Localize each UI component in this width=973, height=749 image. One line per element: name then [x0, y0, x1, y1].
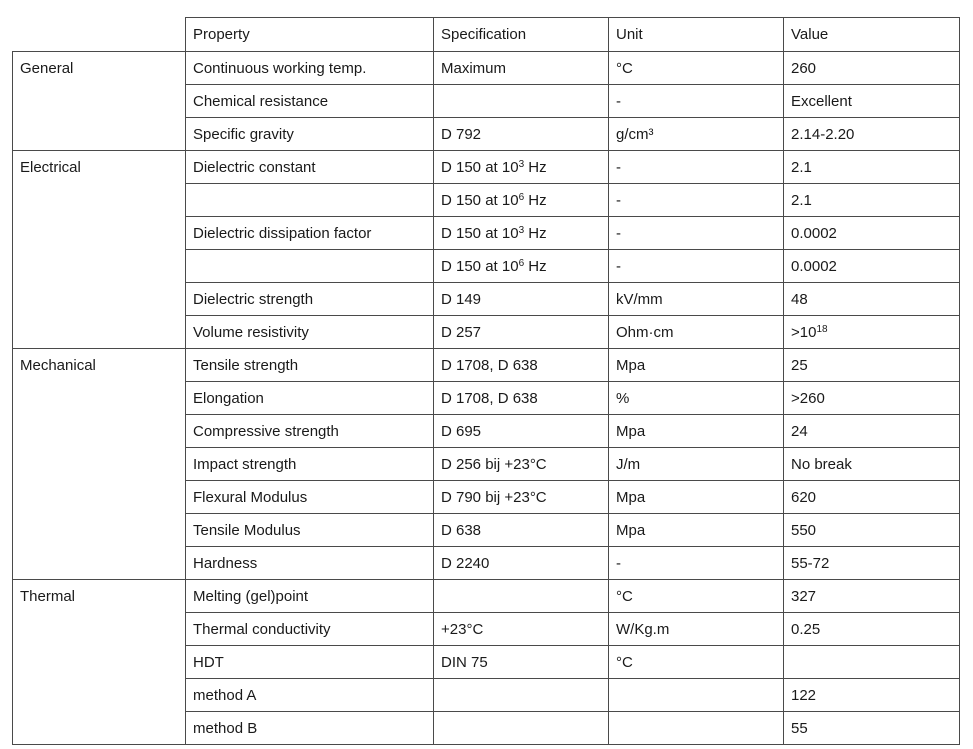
category-cell: Thermal [13, 580, 186, 745]
header-value: Value [784, 18, 960, 52]
property-cell: Specific gravity [186, 118, 434, 151]
value-text: 122 [791, 686, 817, 704]
unit-cell: Mpa [609, 481, 784, 514]
property-cell: Dielectric strength [186, 283, 434, 316]
specification-cell [434, 646, 609, 679]
specification-text: Maximum [441, 59, 507, 77]
property-cell: Hardness [186, 547, 434, 580]
property-cell: Continuous working temp. [186, 52, 434, 85]
specification-text: D 790 bij +23°C [441, 488, 547, 506]
value-text: 25 [791, 356, 808, 374]
specification-text: D 638 [441, 521, 482, 539]
value-cell [784, 415, 960, 448]
value-text: 620 [791, 488, 817, 506]
specification-suffix: Hz [524, 158, 547, 176]
specification-text: D 150 at 10 [441, 257, 519, 275]
specification-cell [434, 85, 609, 118]
value-cell [784, 712, 960, 745]
property-cell: Tensile strength [186, 349, 434, 382]
property-cell: Melting (gel)point [186, 580, 434, 613]
value-text: 327 [791, 587, 817, 605]
unit-cell: - [609, 217, 784, 250]
table-row [13, 580, 960, 613]
properties-table-container [12, 17, 959, 745]
value-cell [784, 151, 960, 184]
property-cell [186, 250, 434, 283]
specification-cell [434, 448, 609, 481]
category-cell: General [13, 52, 186, 151]
header-category-cell [13, 18, 186, 52]
header-specification: Specification [434, 18, 609, 52]
table-row [13, 349, 960, 382]
value-text: 260 [791, 59, 817, 77]
unit-cell: °C [609, 646, 784, 679]
value-text: 2.1 [791, 191, 812, 209]
category-cell: Mechanical [13, 349, 186, 580]
value-cell [784, 349, 960, 382]
specification-text: D 149 [441, 290, 482, 308]
specification-text: D 1708, D 638 [441, 356, 538, 374]
property-cell: Compressive strength [186, 415, 434, 448]
specification-suffix: Hz [524, 224, 547, 242]
properties-table [12, 17, 960, 745]
value-cell [784, 613, 960, 646]
header-unit: Unit [609, 18, 784, 52]
specification-cell [434, 679, 609, 712]
specification-cell [434, 382, 609, 415]
specification-cell [434, 349, 609, 382]
table-row [13, 151, 960, 184]
property-cell: Elongation [186, 382, 434, 415]
unit-cell [609, 712, 784, 745]
value-text: 550 [791, 521, 817, 539]
value-cell [784, 250, 960, 283]
table-row [13, 52, 960, 85]
specification-cell [434, 316, 609, 349]
unit-cell: °C [609, 52, 784, 85]
value-cell [784, 448, 960, 481]
specification-cell [434, 283, 609, 316]
unit-cell: °C [609, 580, 784, 613]
specification-text: D 792 [441, 125, 482, 143]
value-cell [784, 547, 960, 580]
property-cell [186, 184, 434, 217]
specification-text: D 150 at 10 [441, 191, 519, 209]
specification-exponent: 3 [518, 224, 525, 236]
value-text: >10 [791, 323, 817, 341]
unit-cell: W/Kg.m [609, 613, 784, 646]
specification-cell [434, 217, 609, 250]
unit-cell: % [609, 382, 784, 415]
value-text: 2.1 [791, 158, 812, 176]
value-text: 0.0002 [791, 224, 837, 242]
value-text: No break [791, 455, 852, 473]
value-text: 0.0002 [791, 257, 837, 275]
specification-exponent: 3 [518, 158, 525, 170]
specification-text: D 1708, D 638 [441, 389, 538, 407]
value-cell [784, 85, 960, 118]
specification-text: D 2240 [441, 554, 490, 572]
value-cell [784, 679, 960, 712]
specification-suffix: Hz [524, 191, 547, 209]
property-cell: Tensile Modulus [186, 514, 434, 547]
value-cell [784, 646, 960, 679]
unit-cell: - [609, 85, 784, 118]
specification-cell [434, 184, 609, 217]
property-cell: method B [186, 712, 434, 745]
specification-cell [434, 415, 609, 448]
value-text: 55 [791, 719, 808, 737]
specification-text: D 150 at 10 [441, 158, 519, 176]
value-cell [784, 580, 960, 613]
value-text: >260 [791, 389, 825, 407]
unit-cell: J/m [609, 448, 784, 481]
unit-cell: - [609, 250, 784, 283]
specification-cell [434, 52, 609, 85]
unit-cell: - [609, 151, 784, 184]
specification-cell [434, 613, 609, 646]
specification-text: D 695 [441, 422, 482, 440]
property-cell: Impact strength [186, 448, 434, 481]
value-text: Excellent [791, 92, 852, 110]
unit-cell: - [609, 547, 784, 580]
property-cell: Volume resistivity [186, 316, 434, 349]
specification-text: D 257 [441, 323, 482, 341]
property-cell: Flexural Modulus [186, 481, 434, 514]
unit-cell [609, 679, 784, 712]
unit-cell: g/cm³ [609, 118, 784, 151]
value-cell [784, 316, 960, 349]
property-cell: method A [186, 679, 434, 712]
specification-text: D 256 bij +23°C [441, 455, 547, 473]
value-text: 2.14-2.20 [791, 125, 855, 143]
value-cell [784, 217, 960, 250]
value-cell [784, 514, 960, 547]
value-cell [784, 184, 960, 217]
unit-cell: kV/mm [609, 283, 784, 316]
specification-suffix: Hz [524, 257, 547, 275]
unit-cell: Ohm·cm [609, 316, 784, 349]
category-cell: Electrical [13, 151, 186, 349]
unit-cell: Mpa [609, 349, 784, 382]
value-cell [784, 382, 960, 415]
value-cell [784, 118, 960, 151]
value-text: 0.25 [791, 620, 821, 638]
value-text: 48 [791, 290, 808, 308]
value-text: 55-72 [791, 554, 830, 572]
property-cell: Dielectric constant [186, 151, 434, 184]
value-cell [784, 52, 960, 85]
specification-text: D 150 at 10 [441, 224, 519, 242]
property-cell: Dielectric dissipation factor [186, 217, 434, 250]
specification-cell [434, 481, 609, 514]
specification-text: +23°C [441, 620, 484, 638]
specification-exponent: 6 [518, 191, 525, 203]
property-cell: Chemical resistance [186, 85, 434, 118]
specification-text: DIN 75 [441, 653, 488, 671]
specification-cell [434, 151, 609, 184]
unit-cell: Mpa [609, 415, 784, 448]
specification-cell [434, 547, 609, 580]
unit-cell: - [609, 184, 784, 217]
header-property: Property [186, 18, 434, 52]
property-cell: Thermal conductivity [186, 613, 434, 646]
specification-cell [434, 712, 609, 745]
specification-cell [434, 118, 609, 151]
value-cell [784, 283, 960, 316]
specification-cell [434, 580, 609, 613]
value-text: 24 [791, 422, 808, 440]
header-row [13, 18, 960, 52]
specification-exponent: 6 [518, 257, 525, 269]
unit-cell: Mpa [609, 514, 784, 547]
specification-cell [434, 514, 609, 547]
value-cell [784, 481, 960, 514]
value-exponent: 18 [816, 323, 828, 335]
specification-cell [434, 250, 609, 283]
property-cell: HDT [186, 646, 434, 679]
